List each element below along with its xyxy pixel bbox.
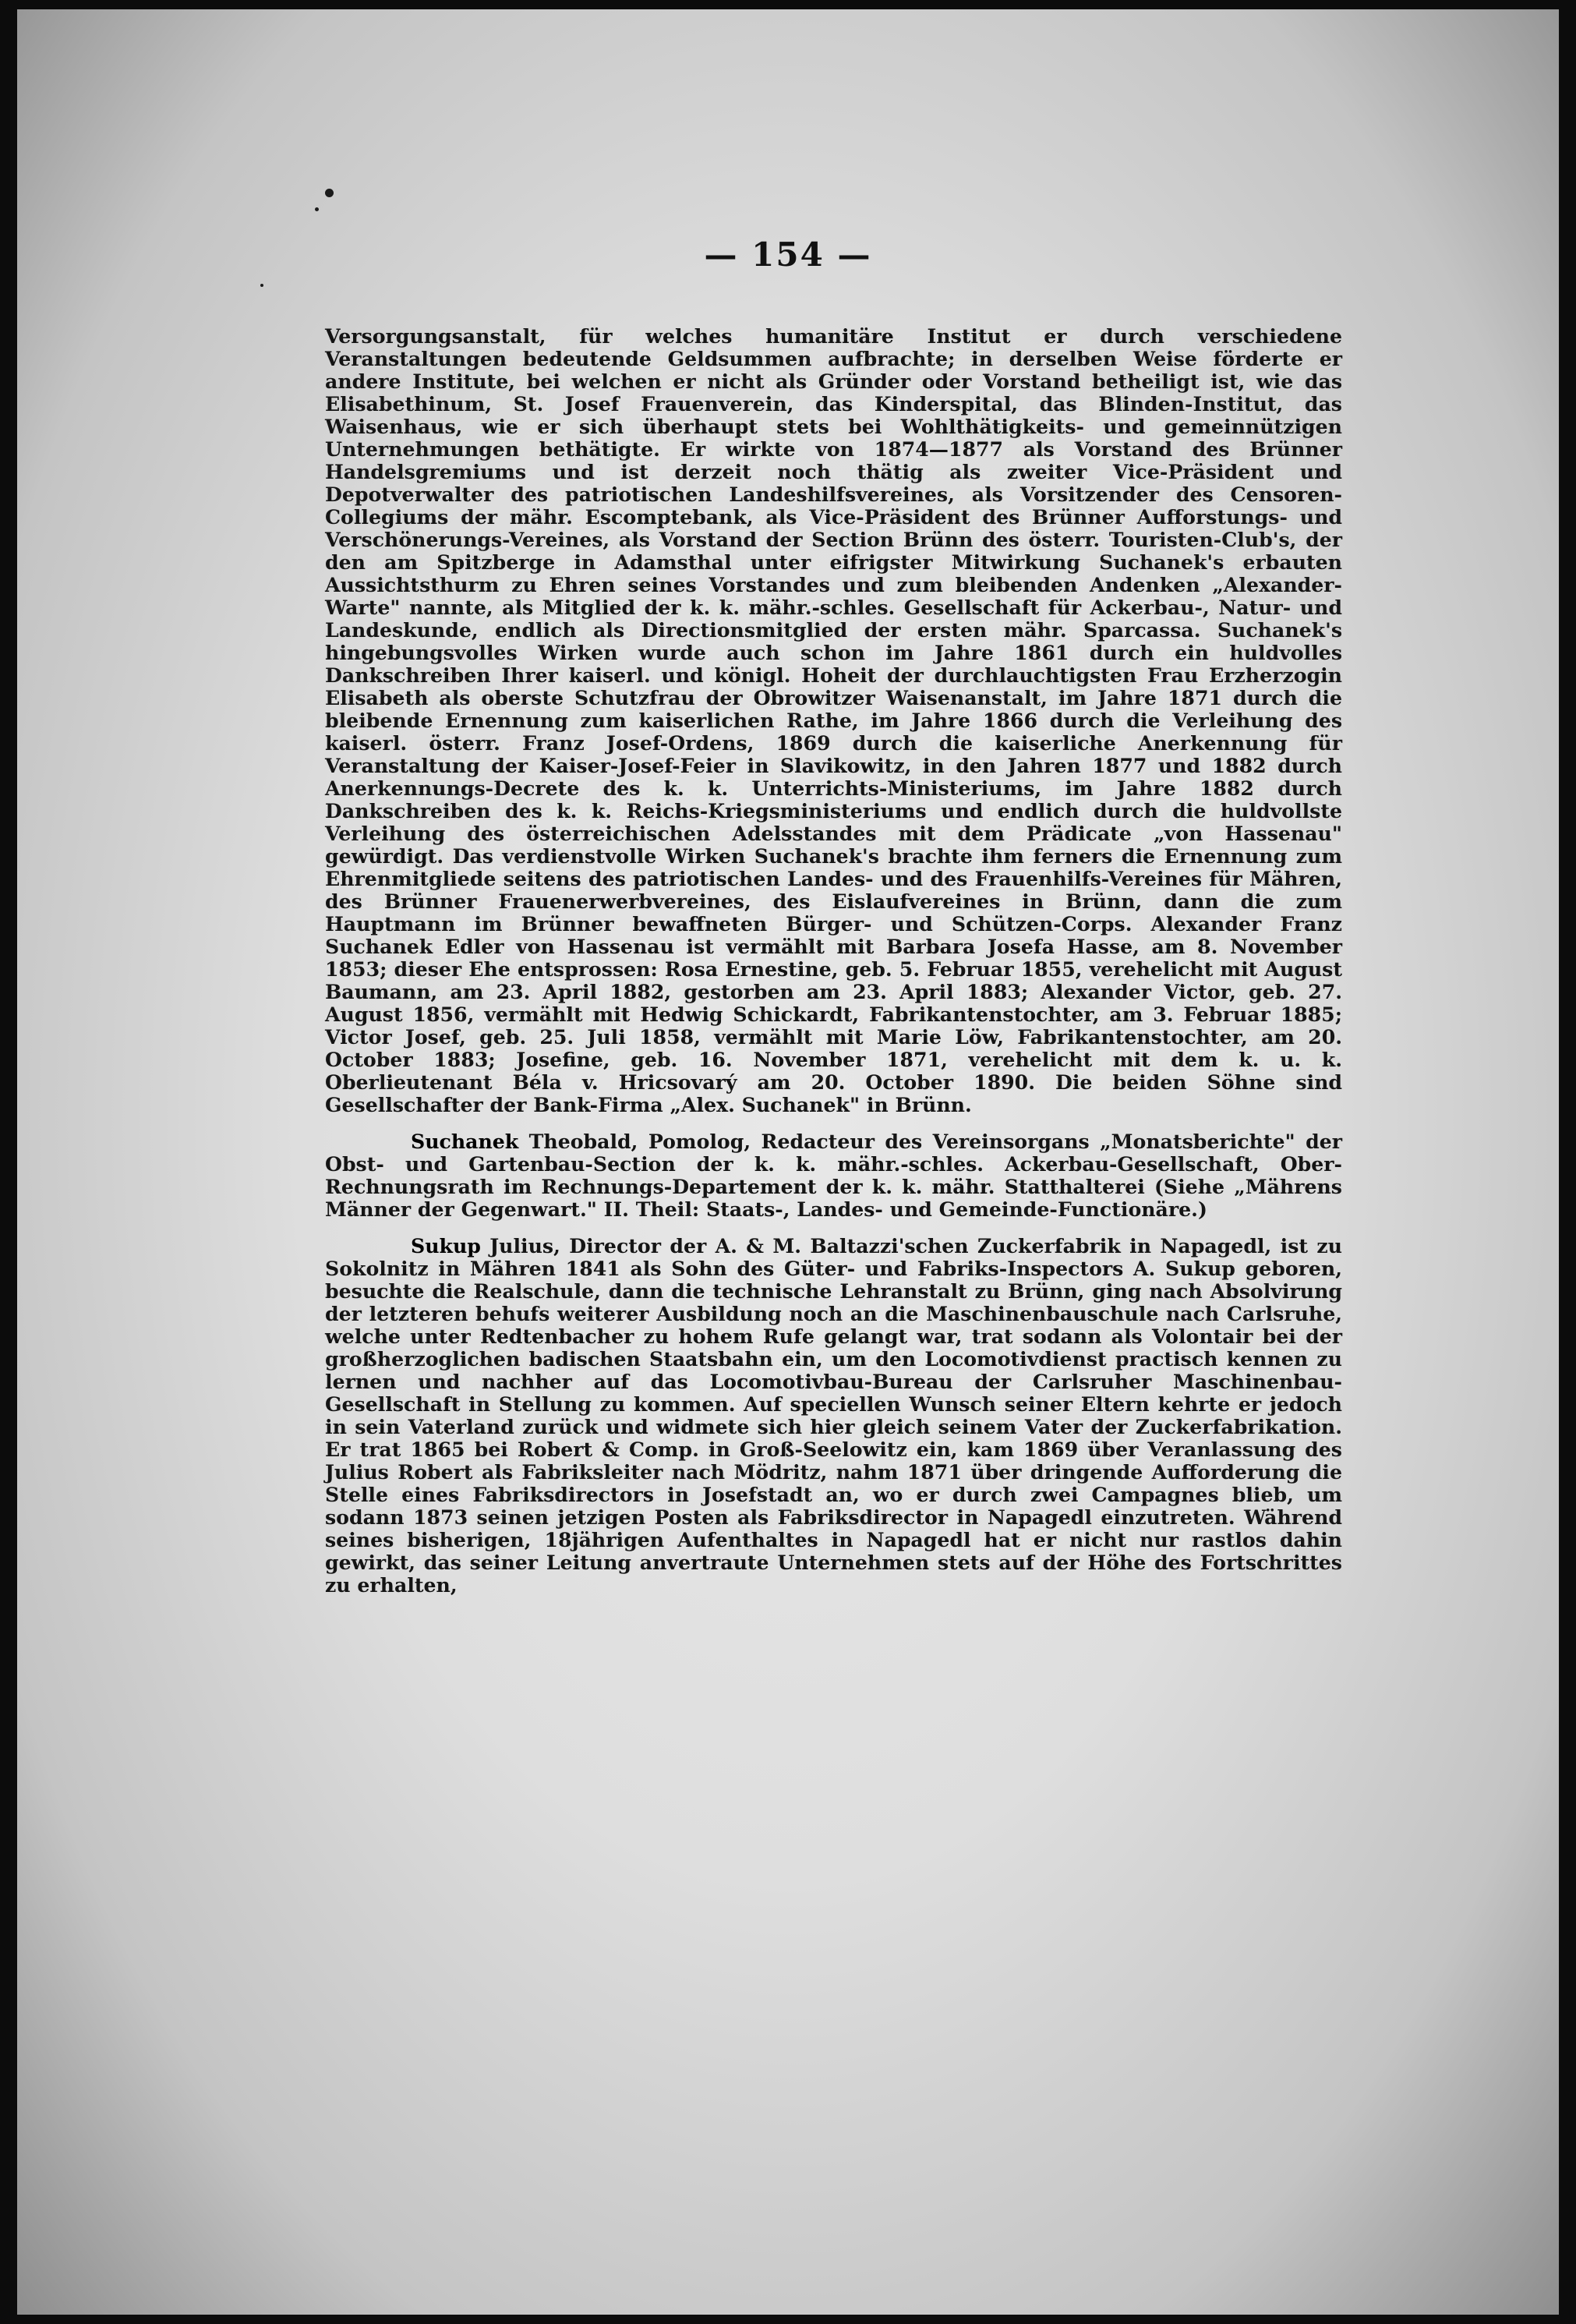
- paragraph-suchanek-alexander: Versorgungsanstalt, für welches humanitäre Institut er durch verschiedene Veranstaltungen bedeutende Geldsummen aufbrachte; in derselben Weise förderte er andere Institute, bei welchen er nicht als Gründer oder Vorstand betheiligt ist, wie das Elisabethinum, St. Josef Frauenverein, das Kinderspital, das Blinden-Institut, das Waisenhaus, wie er sich überhaupt stets bei Wohlthätigkeits- und gemeinnützigen Unternehmungen bethätigte. Er wirkte von 1874—1877 als Vorstand des Brünner Handelsgremiums und ist derzeit noch thätig als zweiter Vice-Präsident und Depotverwalter des patriotischen Landeshilfsvereines, als Vorsitzender des Censoren-Collegiums der mähr. Escomptebank, als Vice-Präsident des Brünner Aufforstungs- und Verschönerungs-Vereines, als Vorstand der Section Brünn des österr. Touristen-Club's, der den am Spitzberge in Adamsthal unter eifrigster Mitwirkung Suchanek's erbauten Aussichtsthurm zu Ehren seines Vorstandes und zum bleibenden Andenken „Alexander-Warte" nannte, als Mitglied der k. k. mähr.-schles. Gesellschaft für Ackerbau-, Natur- und Landeskunde, endlich als Directionsmitglied der ersten mähr. Sparcassa. Suchanek's hingebungsvolles Wirken wurde auch schon im Jahre 1861 durch ein huldvolles Dankschreiben Ihrer kaiserl. und königl. Hoheit der durchlauchtigsten Frau Erzherzogin Elisabeth als oberste Schutzfrau der Obrowitzer Waisenanstalt, im Jahre 1871 durch die bleibende Ernennung zum kaiserlichen Rathe, im Jahre 1866 durch die Verleihung des kaiserl. österr. Franz Josef-Ordens, 1869 durch die kaiserliche Anerkennung für Veranstaltung der Kaiser-Josef-Feier in Slavikowitz, in den Jahren 1877 und 1882 durch Anerkennungs-Decrete des k. k. Unterrichts-Ministeriums, im Jahre 1882 durch Dankschreiben des k. k. Reichs-Kriegsministeriums und endlich durch die huldvollste Verleihung des österreichischen Adelsstandes mit dem Prädicate „von Hassenau" gewürdigt. Das verdienstvolle Wirken Suchanek's brachte ihm ferners die Ernennung zum Ehrenmitgliede seitens des patriotischen Landes- und des Frauenhilfs-Vereines für Mähren, des Brünner Frauenerwerbvereines, des Eislaufvereines in Brünn, dann die zum Hauptmann im Brünner bewaffneten Bürger- und Schützen-Corps. Alexander Franz Suchanek Edler von Hassenau ist vermählt mit Barbara Josefa Hasse, am 8. November 1853; dieser Ehe entsprossen: Rosa Ernestine, geb. 5. Februar 1855, verehelicht mit August Baumann, am 23. April 1882, gestorben am 23. April 1883; Alexander Victor, geb. 27. August 1856, vermählt mit Hedwig Schickardt, Fabrikantenstochter, am 3. Februar 1885; Victor Josef, geb. 25. Juli 1858, vermählt mit Marie Löw, Fabrikantenstochter, am 20. October 1883; Josefine, geb. 16. November 1871, verehelicht mit dem k. u. k. Oberlieutenant Béla v. Hricsovarý am 20. October 1890. Die beiden Söhne sind Gesellschafter der Bank-Firma „Alex. Suchanek" in Brünn.: [325, 324, 1342, 1116]
- ink-speck: [325, 189, 334, 197]
- paragraph-sukup-julius: [325, 1235, 1342, 1597]
- entry-text-suchanek: Theobald, Pomolog, Redacteur des Vereinsorgans „Monatsberichte" der Obst- und Gartenbau-Section der k. k. mähr.-schles. Ackerbau-Gesellschaft, Ober-Rechnungsrath im Rechnungs-Departement der k. k. mähr. Statthalterei (Siehe „Mährens Männer der Gegenwart." II. Theil: Staats-, Landes- und Gemeinde-Functionäre.): [325, 1130, 1342, 1221]
- ink-speck: [315, 207, 319, 211]
- scanned-page: [17, 9, 1559, 2315]
- page-number: — 154 —: [704, 235, 872, 274]
- entry-text-sukup: Julius, Director der A. & M. Baltazzi'schen Zuckerfabrik in Napagedl, ist zu Sokolnitz in Mähren 1841 als Sohn des Güter- und Fabriks-Inspectors A. Sukup geboren, besuchte die Realschule, dann die technische Lehranstalt zu Brünn, ging nach Absolvirung der letzteren behufs weiterer Ausbildung noch an die Maschinenbauschule nach Carlsruhe, welche unter Redtenbacher zu hohem Rufe gelangt war, trat sodann als Volontair bei der großherzoglichen badischen Staatsbahn ein, um den Locomotivdienst practisch kennen zu lernen und nachher auf das Locomotivbau-Bureau der Carlsruher Maschinenbau-Gesellschaft in Stellung zu kommen. Auf speciellen Wunsch seiner Eltern kehrte er jedoch in sein Vaterland zurück und widmete sich hier gleich seinem Vater der Zuckerfabrikation. Er trat 1865 bei Robert & Comp. in Groß-Seelowitz ein, kam 1869 über Veranlassung des Julius Robert als Fabriksleiter nach Mödritz, nahm 1871 über dringende Aufforderung die Stelle eines Fabriksdirectors in Josefstadt an, wo er durch zwei Campagnes blieb, um sodann 1873 seinen jetzigen Posten als Fabriksdirector in Napagedl einzutreten. Während seines bisherigen, 18jährigen Aufenthaltes in Napagedl hat er nicht nur rastlos dahin gewirkt, das seiner Leitung anvertraute Unternehmen stets auf der Höhe des Fortschrittes zu erhalten,: [325, 1234, 1342, 1597]
- entry-name-sukup: Sukup: [411, 1234, 481, 1258]
- ink-speck: [260, 284, 263, 287]
- body-text: [325, 325, 1342, 1611]
- paragraph-suchanek-theobald: [325, 1130, 1342, 1221]
- entry-name-suchanek: Suchanek: [411, 1130, 519, 1153]
